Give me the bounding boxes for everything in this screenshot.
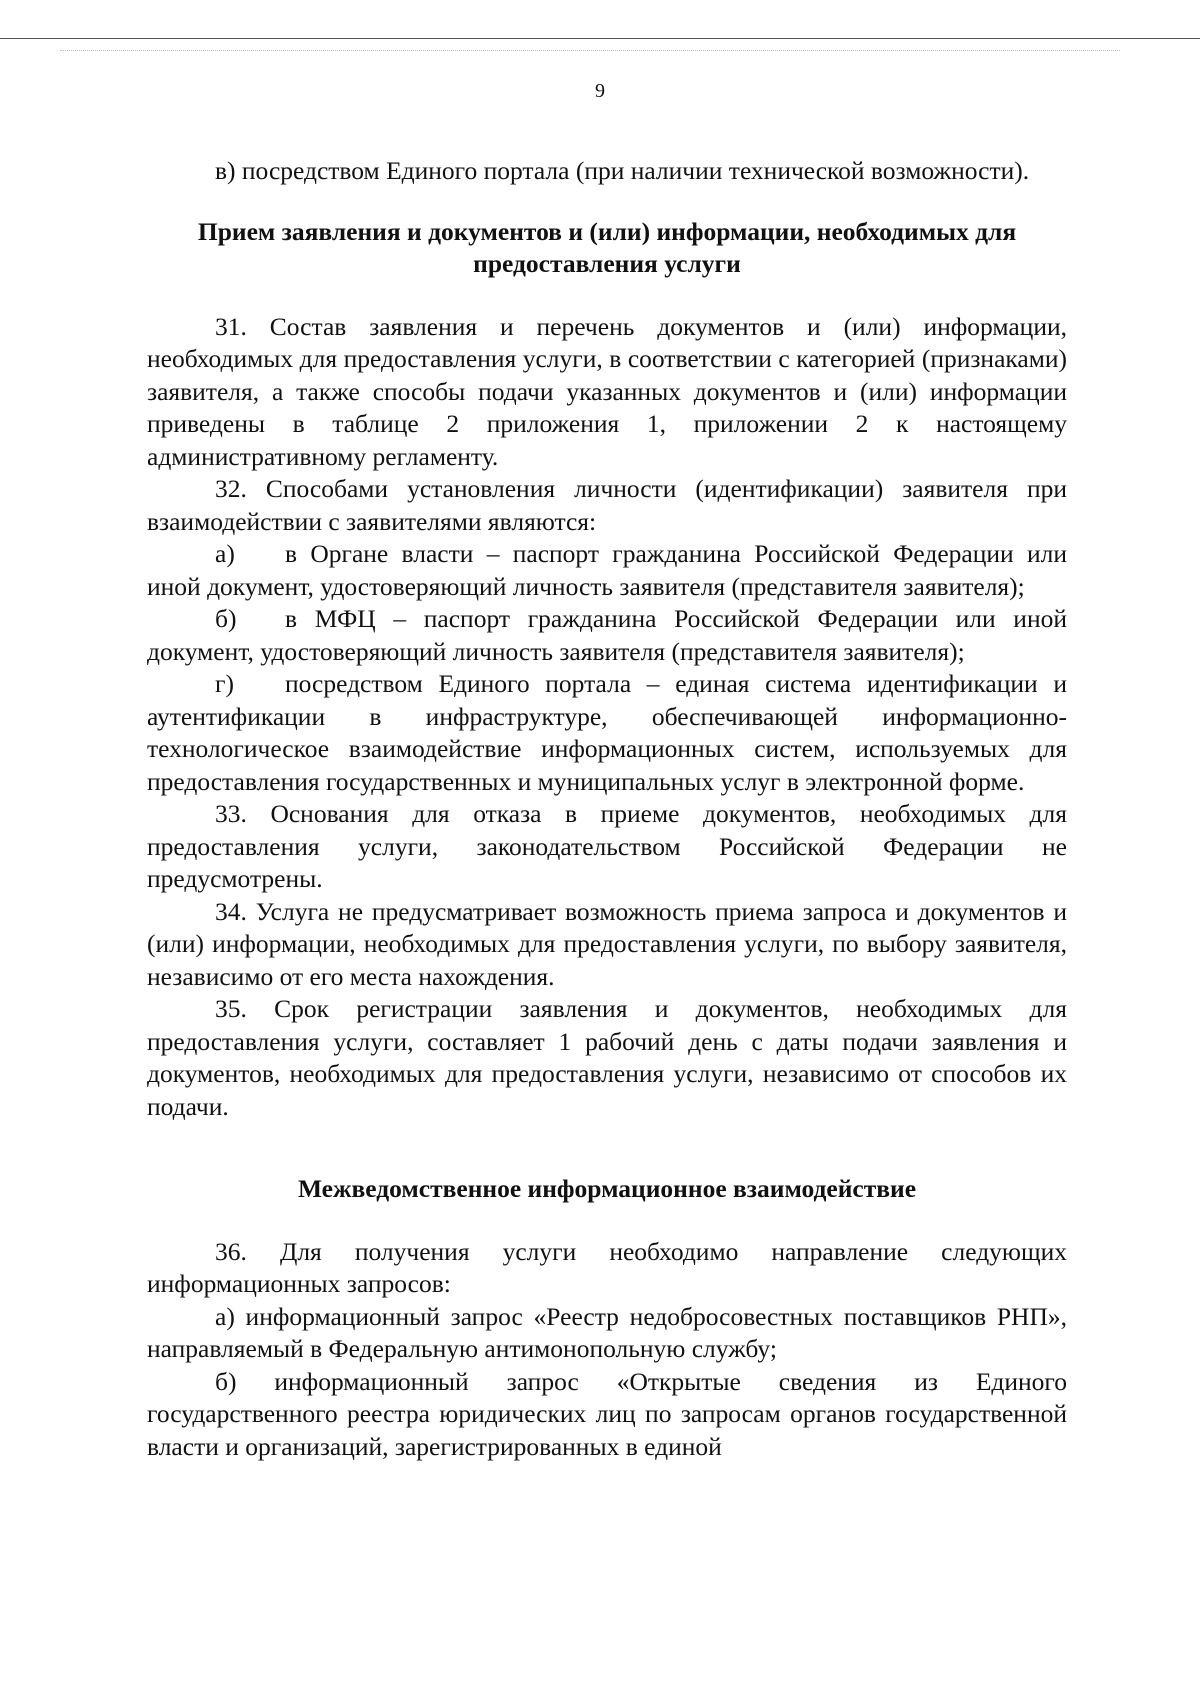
paragraph-35: 35. Срок регистрации заявления и документов, необходимых для предоставления услуги, составляет 1 рабочий день с даты подачи заявления и документов, необходимых для предоставления услуги, независимо от способов их подачи.: [147, 994, 1067, 1121]
section-title-reception: [147, 216, 1067, 281]
paragraph-30v: в) посредством Единого портала (при наличии технической возможности).: [215, 156, 1030, 185]
paragraph-36b: б) информационный запрос «Открытые сведения из Единого государственного реестра юридических лиц по запросам органов государственной власти и организаций, зарегистрированных в единой: [147, 1366, 1067, 1461]
paragraph-32a: [147, 538, 1067, 603]
section-title-reception-line2: предоставления услуги: [473, 249, 741, 278]
document-body: [147, 155, 1067, 1463]
paragraph-32: 32. Способами установления личности (идентификации) заявителя при взаимодействии с заявителями являются:: [147, 474, 1067, 536]
item-text-a: в Органе власти – паспорт гражданина Российской Федерации или иной документ, удостоверяющий личность заявителя (представителя заявителя);: [147, 539, 1067, 601]
item-label-b: б): [215, 604, 237, 633]
paragraph-32g: [147, 668, 1067, 798]
paragraph-36a: а) информационный запрос «Реестр недобросовестных поставщиков РНП», направляемый в Федеральную антимонопольную службу;: [147, 1301, 1067, 1363]
scan-top-artifact: [60, 50, 1120, 52]
item-text-g: посредством Единого портала – единая система идентификации и аутентификации в инфраструктуре, обеспечивающей информационно-технологическое взаимодействие информационных систем, используемых для предоставления государственных и муниципальных услуг в электронной форме.: [147, 669, 1067, 796]
section-title-interagency: Межведомственное информационное взаимодействие: [297, 1174, 917, 1203]
item-text-b: в МФЦ – паспорт гражданина Российской Федерации или иной документ, удостоверяющий личность заявителя (представителя заявителя);: [147, 604, 1067, 666]
section-title-reception-line1: Прием заявления и документов и (или) информации, необходимых для: [197, 216, 1017, 246]
paragraph-33: 33. Основания для отказа в приеме документов, необходимых для предоставления услуги, законодательством Российской Федерации не предусмотрены.: [147, 799, 1067, 893]
scan-top-edge: [0, 38, 1200, 39]
item-label-a: а): [215, 539, 235, 568]
paragraph-34: 34. Услуга не предусматривает возможность приема запроса и документов и (или) информации, необходимых для предоставления услуги, по выбору заявителя, независимо от его места нахождения.: [147, 896, 1067, 991]
item-label-g: г): [215, 669, 234, 698]
page-number: 9: [595, 80, 605, 102]
paragraph-31: 31. Состав заявления и перечень документов и (или) информации, необходимых для предоставления услуги, в соответствии с категорией (признаками) заявителя, а также способы подачи указанных документов и (или) информации приведены в таблице 2 приложения 1, приложении 2 к настоящему административному регламенту.: [147, 311, 1067, 471]
paragraph-36: 36. Для получения услуги необходимо направление следующих информационных запросов:: [147, 1236, 1067, 1298]
paragraph-32b: [147, 603, 1067, 668]
